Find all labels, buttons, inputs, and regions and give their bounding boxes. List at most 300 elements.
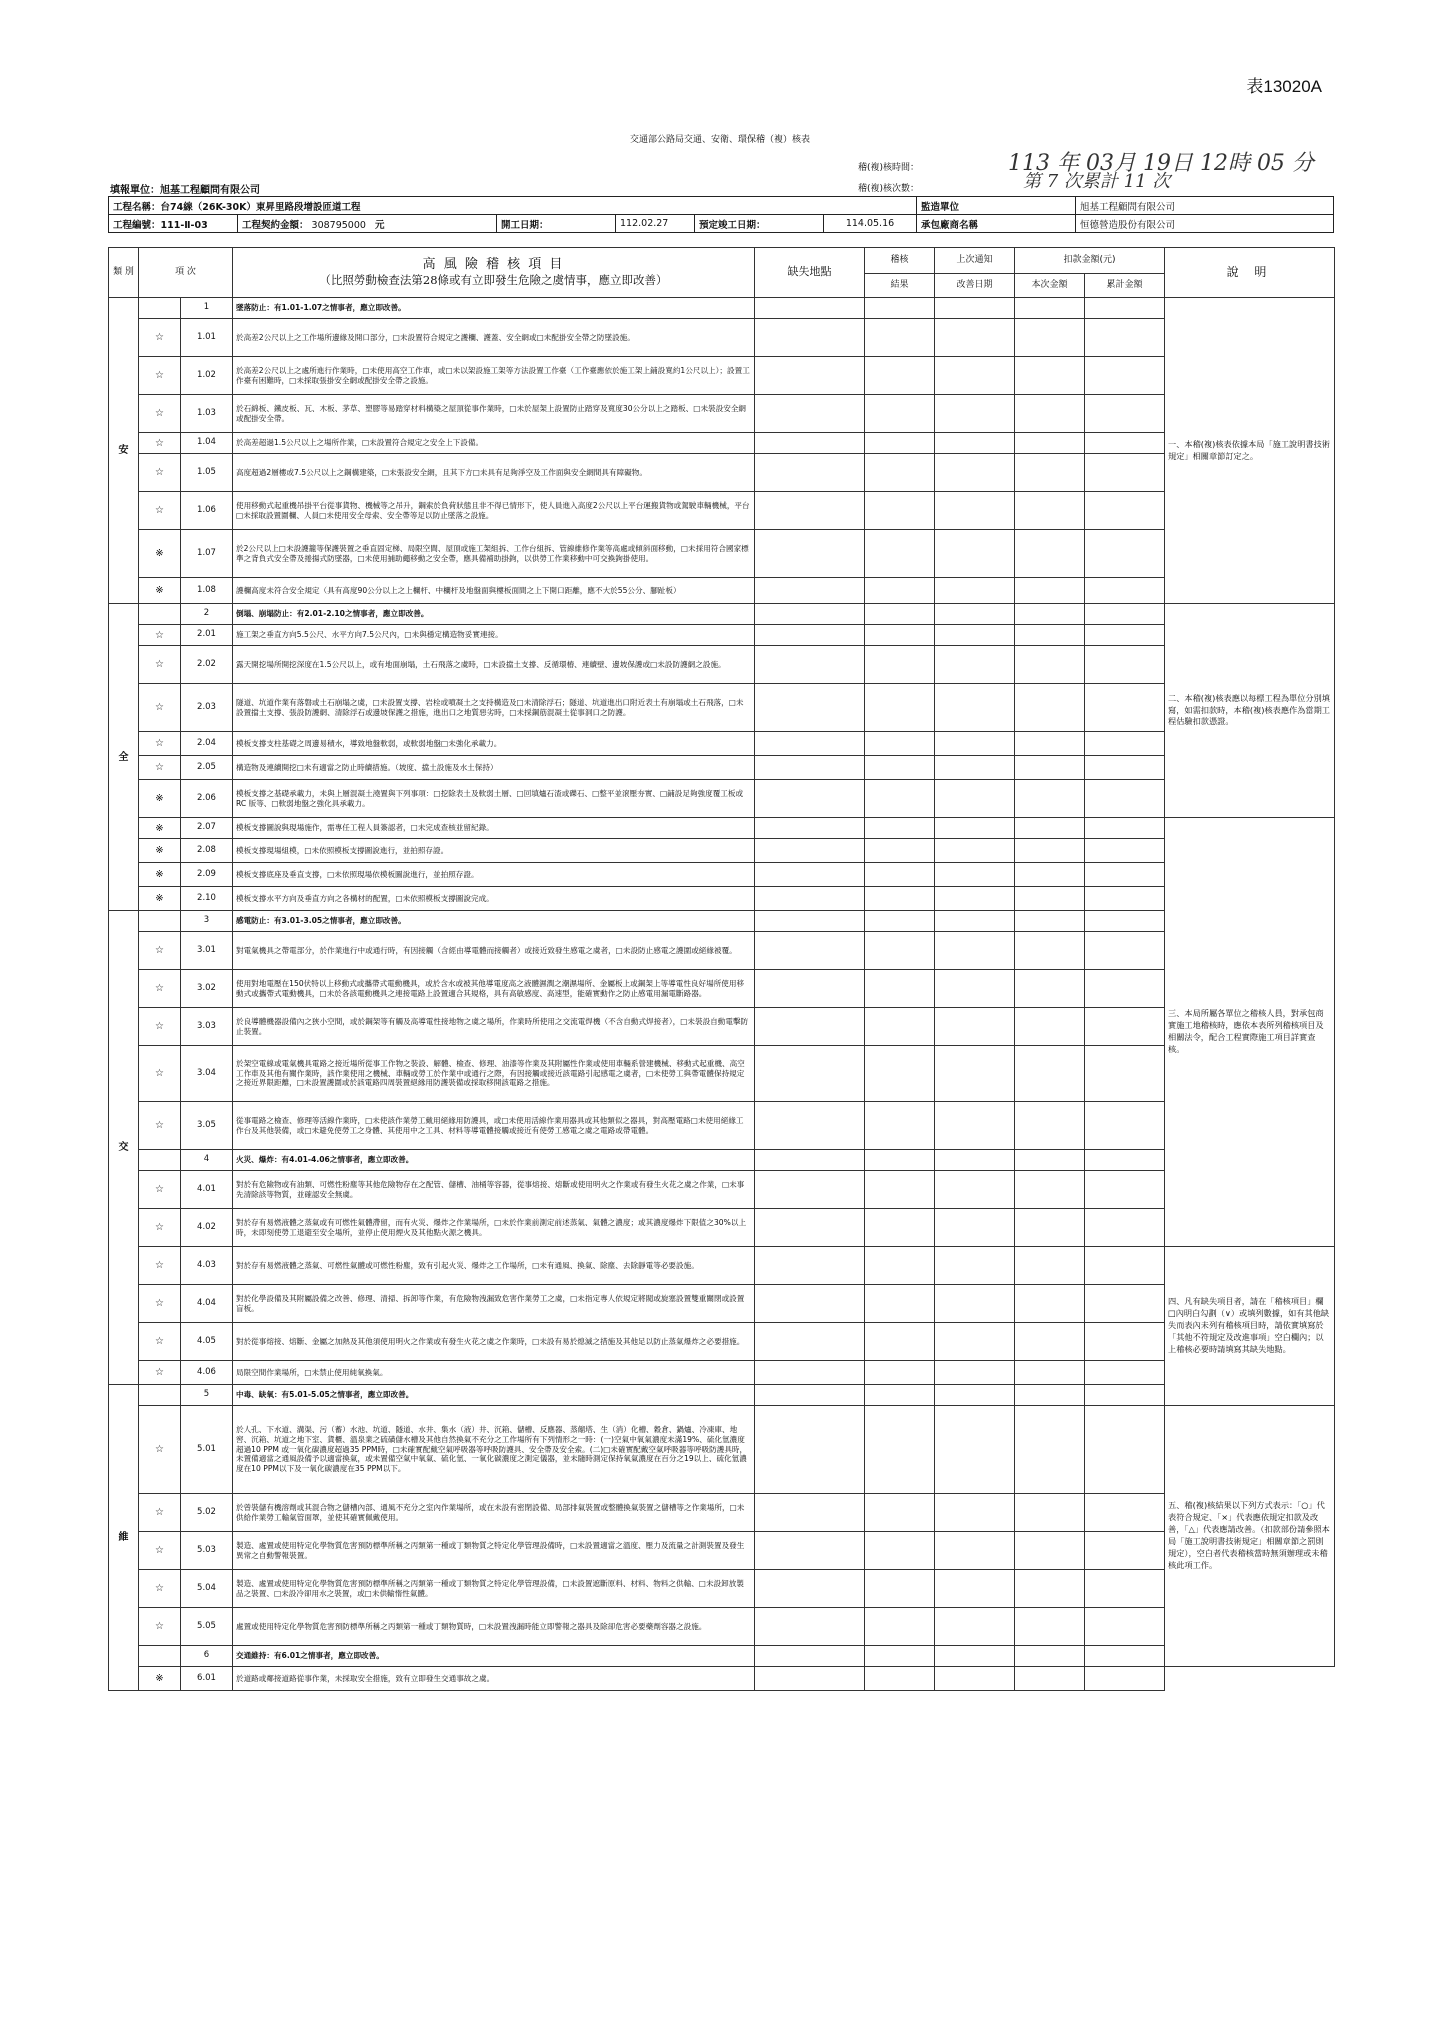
last-date-cell[interactable]: [935, 1323, 1015, 1361]
location-cell[interactable]: [755, 1608, 865, 1646]
location-cell[interactable]: [755, 732, 865, 756]
row-description: 於高差超過1.5公尺以上之場所作業，□未設置符合規定之安全上下設備。: [233, 433, 755, 454]
location-cell[interactable]: [755, 1209, 865, 1247]
row-description: 墜落防止：有1.01-1.07之情事者，應立即改善。: [233, 298, 755, 319]
deduct-this-cell[interactable]: [1015, 1385, 1085, 1406]
deduct-total-cell[interactable]: [1085, 1646, 1165, 1667]
row-description: 對於有危險物或有油類、可燃性粉塵等其他危險物存在之配管、儲槽、油桶等容器，從事熔接、熔斷或使用明火之作業或有發生火花之虞之作業，□未事先清除該等物質，並確認安全無虞。: [233, 1171, 755, 1209]
row-code: 2.10: [181, 887, 233, 911]
table-row: [109, 1323, 1335, 1361]
row-code: 1.02: [181, 357, 233, 395]
location-cell[interactable]: [755, 492, 865, 530]
last-date-cell[interactable]: [935, 646, 1015, 684]
result-cell[interactable]: [865, 1494, 935, 1532]
location-cell[interactable]: [755, 646, 865, 684]
deduct-this-cell[interactable]: [1015, 1532, 1085, 1570]
deduct-total-cell[interactable]: [1085, 970, 1165, 1008]
table-row: [109, 1608, 1335, 1646]
row-mark: ※: [139, 839, 181, 863]
deduct-total-cell[interactable]: [1085, 863, 1165, 887]
category-cell: 交: [109, 911, 139, 1385]
title-main: 高 風 險 稽 核 項 目: [422, 256, 565, 272]
row-description: 模板支撐支柱基礎之周邊易積水，導致地盤軟弱，或軟弱地盤□未強化承載力。: [233, 732, 755, 756]
table-row: [109, 646, 1335, 684]
location-cell[interactable]: [755, 454, 865, 492]
section-row: [109, 604, 1335, 625]
deduct-total-cell[interactable]: [1085, 578, 1165, 604]
last-date-cell[interactable]: [935, 1102, 1015, 1150]
table-row: [109, 1102, 1335, 1150]
deduct-this-cell[interactable]: [1015, 932, 1085, 970]
deduct-this-cell[interactable]: [1015, 604, 1085, 625]
deduct-total-cell[interactable]: [1085, 1285, 1165, 1323]
location-cell[interactable]: [755, 319, 865, 357]
location-cell[interactable]: [755, 932, 865, 970]
location-cell[interactable]: [755, 1406, 865, 1494]
result-cell[interactable]: [865, 492, 935, 530]
deduct-total-cell[interactable]: [1085, 932, 1165, 970]
remark-note: 一、本稽(複)核表依據本局「施工說明書技術規定」相關章節訂定之。: [1165, 298, 1335, 604]
location-cell[interactable]: [755, 1046, 865, 1102]
deduct-total-cell[interactable]: [1085, 1532, 1165, 1570]
location-cell[interactable]: [755, 818, 865, 839]
row-code: 2.08: [181, 839, 233, 863]
deduct-total-cell[interactable]: [1085, 1171, 1165, 1209]
location-cell[interactable]: [755, 1385, 865, 1406]
deduct-this-cell[interactable]: [1015, 1102, 1085, 1150]
last-date-cell[interactable]: [935, 319, 1015, 357]
result-cell[interactable]: [865, 732, 935, 756]
result-cell[interactable]: [865, 1171, 935, 1209]
deduct-this-cell[interactable]: [1015, 1247, 1085, 1285]
title-sub: （比照勞動檢查法第28條或有立即發生危險之虞情事，應立即改善）: [319, 273, 668, 288]
deduct-total-cell[interactable]: [1085, 298, 1165, 319]
row-description: 倒塌、崩塌防止：有2.01-2.10之情事者，應立即改善。: [233, 604, 755, 625]
deduct-total-cell[interactable]: [1085, 1008, 1165, 1046]
col-deduct: 扣款金額(元): [1015, 248, 1165, 274]
result-cell[interactable]: [865, 1406, 935, 1494]
result-cell[interactable]: [865, 887, 935, 911]
last-date-cell[interactable]: [935, 1209, 1015, 1247]
result-cell[interactable]: [865, 1209, 935, 1247]
last-date-cell[interactable]: [935, 818, 1015, 839]
row-code: 1.03: [181, 395, 233, 433]
row-mark: [139, 1385, 181, 1406]
row-mark: ※: [139, 530, 181, 578]
result-cell[interactable]: [865, 1646, 935, 1667]
deduct-this-cell[interactable]: [1015, 1008, 1085, 1046]
col-location: 缺失地點: [755, 248, 865, 298]
deduct-this-cell[interactable]: [1015, 1646, 1085, 1667]
deduct-this-cell[interactable]: [1015, 1323, 1085, 1361]
deduct-total-cell[interactable]: [1085, 1150, 1165, 1171]
last-date-cell[interactable]: [935, 1406, 1015, 1494]
inspection-time-label: 稽(複)核時間：: [858, 163, 920, 173]
last-date-cell[interactable]: [935, 1385, 1015, 1406]
result-cell[interactable]: [865, 1102, 935, 1150]
last-date-cell[interactable]: [935, 625, 1015, 646]
deduct-this-cell[interactable]: [1015, 492, 1085, 530]
row-mark: ☆: [139, 625, 181, 646]
last-date-cell[interactable]: [935, 1046, 1015, 1102]
result-cell[interactable]: [865, 970, 935, 1008]
row-mark: ※: [139, 780, 181, 818]
filler-unit: 填報單位：旭基工程顧問有限公司: [110, 185, 260, 196]
location-cell[interactable]: [755, 839, 865, 863]
location-cell[interactable]: [755, 530, 865, 578]
col-item: 項 次: [139, 248, 233, 298]
last-date-cell[interactable]: [935, 530, 1015, 578]
last-date-cell[interactable]: [935, 970, 1015, 1008]
deduct-total-cell[interactable]: [1085, 1209, 1165, 1247]
row-code: 5.01: [181, 1406, 233, 1494]
deduct-total-cell[interactable]: [1085, 780, 1165, 818]
last-date-cell[interactable]: [935, 780, 1015, 818]
row-description: 露天開挖場所開挖深度在1.5公尺以上，或有地面崩塌，土石飛落之虞時，□未設擋土支撐、反循環樁、連續壁、邊坡保護或□未設防護網之設施。: [233, 646, 755, 684]
deduct-total-cell[interactable]: [1085, 1494, 1165, 1532]
deduct-total-cell[interactable]: [1085, 1385, 1165, 1406]
deduct-total-cell[interactable]: [1085, 530, 1165, 578]
row-code: 2: [181, 604, 233, 625]
result-cell[interactable]: [865, 433, 935, 454]
deduct-total-cell[interactable]: [1085, 818, 1165, 839]
location-cell[interactable]: [755, 780, 865, 818]
deduct-total-cell[interactable]: [1085, 1247, 1165, 1285]
result-cell[interactable]: [865, 1008, 935, 1046]
row-code: 3.05: [181, 1102, 233, 1150]
location-cell[interactable]: [755, 1667, 865, 1691]
row-code: 4.06: [181, 1361, 233, 1385]
last-date-cell[interactable]: [935, 1646, 1015, 1667]
row-code: 3.02: [181, 970, 233, 1008]
row-code: 1.06: [181, 492, 233, 530]
last-date-cell[interactable]: [935, 357, 1015, 395]
remark-note: 四、凡有缺失項目者，請在「稽核項目」欄□內明白勾劃（∨）或填列數據，如有其他缺失而表內未列有稽核項目時，請依實填寫於「其他不符規定及改進事項」空白欄內；以上稽核必要時請填寫其缺失地點。: [1165, 1247, 1335, 1406]
result-cell[interactable]: [865, 298, 935, 319]
location-cell[interactable]: [755, 1494, 865, 1532]
project-no: 111-Ⅱ-03: [160, 219, 208, 231]
table-row: [109, 863, 1335, 887]
table-row: [109, 1570, 1335, 1608]
result-cell[interactable]: [865, 604, 935, 625]
deduct-total-cell[interactable]: [1085, 1102, 1165, 1150]
row-description: 於2公尺以上□未設護籠等保護裝置之垂直固定梯、局限空間、屋頂或施工架組拆、工作台組拆、管線維修作業等高處或傾斜面移動，□未採用符合國家標準之背負式安全帶及捲揚式防墜器，□未使用捕助繩移動之安全帶，應具備補助掛鉤，以供勞工作業移動中可交換鉤掛使用。: [233, 530, 755, 578]
last-date-cell[interactable]: [935, 863, 1015, 887]
location-cell[interactable]: [755, 604, 865, 625]
deduct-total-cell[interactable]: [1085, 732, 1165, 756]
row-description: 模板支撐底座及垂直支撐，□未依照現場依模板圖說進行，並拍照存證。: [233, 863, 755, 887]
row-code: 4: [181, 1150, 233, 1171]
result-cell[interactable]: [865, 684, 935, 732]
row-description: 對於存有易燃液體之蒸氣、可燃性氣體或可燃性粉塵，致有引起火災、爆炸之工作場所，□未有通風、換氣、除塵、去除靜電等必要設施。: [233, 1247, 755, 1285]
location-cell[interactable]: [755, 1247, 865, 1285]
row-description: 局限空間作業場所，□未禁止使用純氧換氣。: [233, 1361, 755, 1385]
deduct-this-cell[interactable]: [1015, 1608, 1085, 1646]
last-date-cell[interactable]: [935, 1285, 1015, 1323]
location-cell[interactable]: [755, 911, 865, 932]
deduct-this-cell[interactable]: [1015, 1150, 1085, 1171]
deduct-total-cell[interactable]: [1085, 1667, 1165, 1691]
location-cell[interactable]: [755, 1285, 865, 1323]
result-cell[interactable]: [865, 1247, 935, 1285]
last-date-cell[interactable]: [935, 433, 1015, 454]
deduct-this-cell[interactable]: [1015, 319, 1085, 357]
table-row: [109, 684, 1335, 732]
last-date-cell[interactable]: [935, 298, 1015, 319]
deduct-total-cell[interactable]: [1085, 1608, 1165, 1646]
location-cell[interactable]: [755, 357, 865, 395]
table-row: [109, 357, 1335, 395]
last-date-cell[interactable]: [935, 578, 1015, 604]
deduct-this-cell[interactable]: [1015, 684, 1085, 732]
location-cell[interactable]: [755, 578, 865, 604]
audit-table: [108, 247, 1335, 1691]
category-cell: 維: [109, 1385, 139, 1691]
row-mark: ☆: [139, 1008, 181, 1046]
deduct-this-cell[interactable]: [1015, 454, 1085, 492]
result-cell[interactable]: [865, 1608, 935, 1646]
location-cell[interactable]: [755, 1532, 865, 1570]
row-mark: [139, 911, 181, 932]
deduct-this-cell[interactable]: [1015, 357, 1085, 395]
location-cell[interactable]: [755, 1323, 865, 1361]
result-cell[interactable]: [865, 1323, 935, 1361]
deduct-this-cell[interactable]: [1015, 1494, 1085, 1532]
row-description: 對於存有易燃液體之蒸氣或有可燃性氣體滯留，而有火災、爆炸之作業場所，□未於作業前測定前述蒸氣、氣體之濃度；或其濃度爆炸下限值之30%以上時，未即刻使勞工退避至安全場所，並停止使用煙火及其他點火源之機具。: [233, 1209, 755, 1247]
table-row: [109, 530, 1335, 578]
result-cell[interactable]: [865, 395, 935, 433]
row-code: 6.01: [181, 1667, 233, 1691]
row-code: 1: [181, 298, 233, 319]
deduct-this-cell[interactable]: [1015, 839, 1085, 863]
last-date-cell[interactable]: [935, 732, 1015, 756]
location-cell[interactable]: [755, 1008, 865, 1046]
row-code: 4.05: [181, 1323, 233, 1361]
result-cell[interactable]: [865, 578, 935, 604]
deduct-this-cell[interactable]: [1015, 1209, 1085, 1247]
last-date-cell[interactable]: [935, 932, 1015, 970]
row-mark: [139, 298, 181, 319]
deduct-total-cell[interactable]: [1085, 1046, 1165, 1102]
last-date-cell[interactable]: [935, 911, 1015, 932]
row-mark: ☆: [139, 1102, 181, 1150]
row-mark: ☆: [139, 1494, 181, 1532]
row-mark: ☆: [139, 1608, 181, 1646]
result-cell[interactable]: [865, 932, 935, 970]
row-code: 3.03: [181, 1008, 233, 1046]
location-cell[interactable]: [755, 1361, 865, 1385]
location-cell[interactable]: [755, 1150, 865, 1171]
location-cell[interactable]: [755, 1171, 865, 1209]
deduct-this-cell[interactable]: [1015, 887, 1085, 911]
result-cell[interactable]: [865, 1285, 935, 1323]
row-mark: ☆: [139, 732, 181, 756]
row-description: 製造、處置或使用特定化學物質危害預防標準所稱之丙類第一種或丁類物質之特定化學管理設備時，□未設置適當之溫度、壓力及流量之計測裝置及發生異常之自動警報裝置。: [233, 1532, 755, 1570]
row-code: 2.04: [181, 732, 233, 756]
location-cell[interactable]: [755, 395, 865, 433]
deduct-this-cell[interactable]: [1015, 1406, 1085, 1494]
deduct-total-cell[interactable]: [1085, 395, 1165, 433]
row-code: 5.02: [181, 1494, 233, 1532]
deduct-total-cell[interactable]: [1085, 492, 1165, 530]
table-row: [109, 454, 1335, 492]
deduct-this-cell[interactable]: [1015, 756, 1085, 780]
result-cell[interactable]: [865, 319, 935, 357]
last-date-cell[interactable]: [935, 756, 1015, 780]
location-cell[interactable]: [755, 756, 865, 780]
deduct-this-cell[interactable]: [1015, 732, 1085, 756]
col-result-top: 稽核: [865, 248, 935, 274]
last-date-cell[interactable]: [935, 887, 1015, 911]
last-date-cell[interactable]: [935, 839, 1015, 863]
row-code: 1.01: [181, 319, 233, 357]
deduct-this-cell[interactable]: [1015, 1570, 1085, 1608]
table-row: [109, 970, 1335, 1008]
row-mark: ☆: [139, 319, 181, 357]
project-no-label: 工程編號：: [113, 219, 161, 231]
last-date-cell[interactable]: [935, 395, 1015, 433]
deduct-total-cell[interactable]: [1085, 625, 1165, 646]
end-date: 114.05.16: [824, 215, 917, 233]
last-date-cell[interactable]: [935, 1667, 1015, 1691]
last-date-cell[interactable]: [935, 1532, 1015, 1570]
last-date-cell[interactable]: [935, 492, 1015, 530]
location-cell[interactable]: [755, 625, 865, 646]
project-header-table: [108, 196, 1334, 233]
last-date-cell[interactable]: [935, 1608, 1015, 1646]
deduct-this-cell[interactable]: [1015, 625, 1085, 646]
location-cell[interactable]: [755, 1646, 865, 1667]
deduct-this-cell[interactable]: [1015, 433, 1085, 454]
last-date-cell[interactable]: [935, 1150, 1015, 1171]
result-cell[interactable]: [865, 454, 935, 492]
result-cell[interactable]: [865, 818, 935, 839]
row-mark: ☆: [139, 1209, 181, 1247]
last-date-cell[interactable]: [935, 1247, 1015, 1285]
deduct-total-cell[interactable]: [1085, 1361, 1165, 1385]
result-cell[interactable]: [865, 1667, 935, 1691]
deduct-this-cell[interactable]: [1015, 530, 1085, 578]
deduct-total-cell[interactable]: [1085, 684, 1165, 732]
deduct-this-cell[interactable]: [1015, 395, 1085, 433]
deduct-this-cell[interactable]: [1015, 1046, 1085, 1102]
deduct-this-cell[interactable]: [1015, 298, 1085, 319]
last-date-cell[interactable]: [935, 1494, 1015, 1532]
deduct-total-cell[interactable]: [1085, 454, 1165, 492]
deduct-total-cell[interactable]: [1085, 433, 1165, 454]
inspection-count-handwritten: 第 7 次累計 11 次: [1023, 171, 1171, 192]
result-cell[interactable]: [865, 1570, 935, 1608]
last-date-cell[interactable]: [935, 1570, 1015, 1608]
row-mark: ※: [139, 863, 181, 887]
result-cell[interactable]: [865, 911, 935, 932]
location-cell[interactable]: [755, 433, 865, 454]
deduct-total-cell[interactable]: [1085, 319, 1165, 357]
last-date-cell[interactable]: [935, 454, 1015, 492]
row-description: 於良導體機器設備內之狹小空間，或於鋼架等有觸及高導電性接地物之虞之場所，作業時所使用之交流電焊機（不含自動式焊接者），□未裝設自動電擊防止裝置。: [233, 1008, 755, 1046]
result-cell[interactable]: [865, 646, 935, 684]
deduct-this-cell[interactable]: [1015, 646, 1085, 684]
location-cell[interactable]: [755, 1102, 865, 1150]
row-description: 對於從事熔接、熔斷、金屬之加熱及其他須使用明火之作業或有發生火花之虞之作業時，□未設有易於熄滅之措施及其他足以防止蒸氣爆炸之必要措施。: [233, 1323, 755, 1361]
row-description: 使用對地電壓在150伏特以上移動式或攜帶式電動機具，或於含水或被其他導電度高之液體濕潤之潮濕場所、金屬板上或鋼架上等導電性良好場所使用移動式或攜帶式電動機具，□未於各該電動機具之連接電路上設置適合其規格，具有高敏感度、高速型，能確實動作之防止感電用漏電斷路器。: [233, 970, 755, 1008]
section-row: [109, 1646, 1335, 1667]
location-cell[interactable]: [755, 298, 865, 319]
location-cell[interactable]: [755, 970, 865, 1008]
deduct-total-cell[interactable]: [1085, 839, 1165, 863]
result-cell[interactable]: [865, 1385, 935, 1406]
row-description: 從事電路之檢查、修理等活線作業時，□未使該作業勞工戴用絕緣用防護具，或□未使用活線作業用器具或其他類似之器具，對高壓電路□未使用絕緣工作台及其他裝備，或□未避免使勞工之身體、其使用中之工具、材料等導電體接觸或接近有使勞工感電之虞之電路或帶電體。: [233, 1102, 755, 1150]
deduct-total-cell[interactable]: [1085, 357, 1165, 395]
row-mark: ※: [139, 818, 181, 839]
location-cell[interactable]: [755, 887, 865, 911]
result-cell[interactable]: [865, 1046, 935, 1102]
result-cell[interactable]: [865, 530, 935, 578]
deduct-this-cell[interactable]: [1015, 818, 1085, 839]
deduct-this-cell[interactable]: [1015, 970, 1085, 1008]
result-cell[interactable]: [865, 863, 935, 887]
table-row: [109, 395, 1335, 433]
deduct-this-cell[interactable]: [1015, 1361, 1085, 1385]
location-cell[interactable]: [755, 863, 865, 887]
row-description: 模板支撐之基礎承載力，未與上層混凝土澆置與下列事項：□挖除表土及軟弱土層、□回填爐石渣或礫石、□整平並滾壓夯實、□鋪設足夠強度覆工板或RC 版等、□軟弱地盤之強化具承載力。: [233, 780, 755, 818]
deduct-total-cell[interactable]: [1085, 911, 1165, 932]
location-cell[interactable]: [755, 1570, 865, 1608]
remark-note: 三、本局所屬各單位之稽核人員，對承包商實施工地稽核時，應依本表所列稽核項目及相關法令，配合工程實際施工項目詳實查核。: [1165, 818, 1335, 1247]
deduct-total-cell[interactable]: [1085, 887, 1165, 911]
result-cell[interactable]: [865, 1532, 935, 1570]
deduct-this-cell[interactable]: [1015, 1667, 1085, 1691]
location-cell[interactable]: [755, 684, 865, 732]
row-mark: ☆: [139, 454, 181, 492]
last-date-cell[interactable]: [935, 1361, 1015, 1385]
row-code: 3.04: [181, 1046, 233, 1102]
last-date-cell[interactable]: [935, 604, 1015, 625]
last-date-cell[interactable]: [935, 1171, 1015, 1209]
deduct-total-cell[interactable]: [1085, 1406, 1165, 1494]
row-code: 2.01: [181, 625, 233, 646]
result-cell[interactable]: [865, 839, 935, 863]
col-title: [233, 248, 755, 298]
result-cell[interactable]: [865, 625, 935, 646]
result-cell[interactable]: [865, 357, 935, 395]
result-cell[interactable]: [865, 1150, 935, 1171]
deduct-this-cell[interactable]: [1015, 863, 1085, 887]
deduct-total-cell[interactable]: [1085, 604, 1165, 625]
deduct-total-cell[interactable]: [1085, 1323, 1165, 1361]
row-description: 隧道、坑道作業有落磐或土石崩塌之虞，□未設置支撐、岩栓或噴凝土之支持構造及□未清除浮石；隧道、坑道進出口附近表土有崩塌或土石飛落，□未設置擋土支撐、張設防護網、清除浮石或邊坡保護之措施，進出口之地質惡劣時，□未採鋼筋混凝土從事洞口之防護。: [233, 684, 755, 732]
deduct-total-cell[interactable]: [1085, 1570, 1165, 1608]
result-cell[interactable]: [865, 756, 935, 780]
deduct-this-cell[interactable]: [1015, 1285, 1085, 1323]
last-date-cell[interactable]: [935, 684, 1015, 732]
row-description: 使用移動式起重機吊掛平台從事貨物、機械等之吊升，鋼索於負荷狀態且非不得已情形下，使人員進入高度2公尺以上平台運搬貨物或駕駛車輛機械，平台□未採取設置圍欄、人員□未使用安全母索、安全帶等足以防止墜落之設施。: [233, 492, 755, 530]
deduct-this-cell[interactable]: [1015, 911, 1085, 932]
deduct-total-cell[interactable]: [1085, 756, 1165, 780]
deduct-total-cell[interactable]: [1085, 646, 1165, 684]
deduct-this-cell[interactable]: [1015, 578, 1085, 604]
deduct-this-cell[interactable]: [1015, 1171, 1085, 1209]
result-cell[interactable]: [865, 780, 935, 818]
last-date-cell[interactable]: [935, 1008, 1015, 1046]
project-name-cell: [109, 197, 917, 215]
deduct-this-cell[interactable]: [1015, 780, 1085, 818]
row-description: 於架空電線或電氣機具電路之接近場所從事工作物之裝設、解體、檢查、修理、油漆等作業及其附屬性作業或使用車輛系營建機械、移動式起重機、高空工作車及其他有關作業時，該作業使用之機械、車輛或勞工於作業中或通行之際，有因接觸或接近該電路引起感電之虞者，□未使勞工與帶電體保持規定之接近界限距離，□未設置護圍或於該電路四周裝置絕緣用防護裝備或採取移開該電路之措施。: [233, 1046, 755, 1102]
row-mark: ☆: [139, 395, 181, 433]
result-cell[interactable]: [865, 1361, 935, 1385]
row-description: 中毒、缺氧：有5.01-5.05之情事者，應立即改善。: [233, 1385, 755, 1406]
section-row: [109, 911, 1335, 932]
